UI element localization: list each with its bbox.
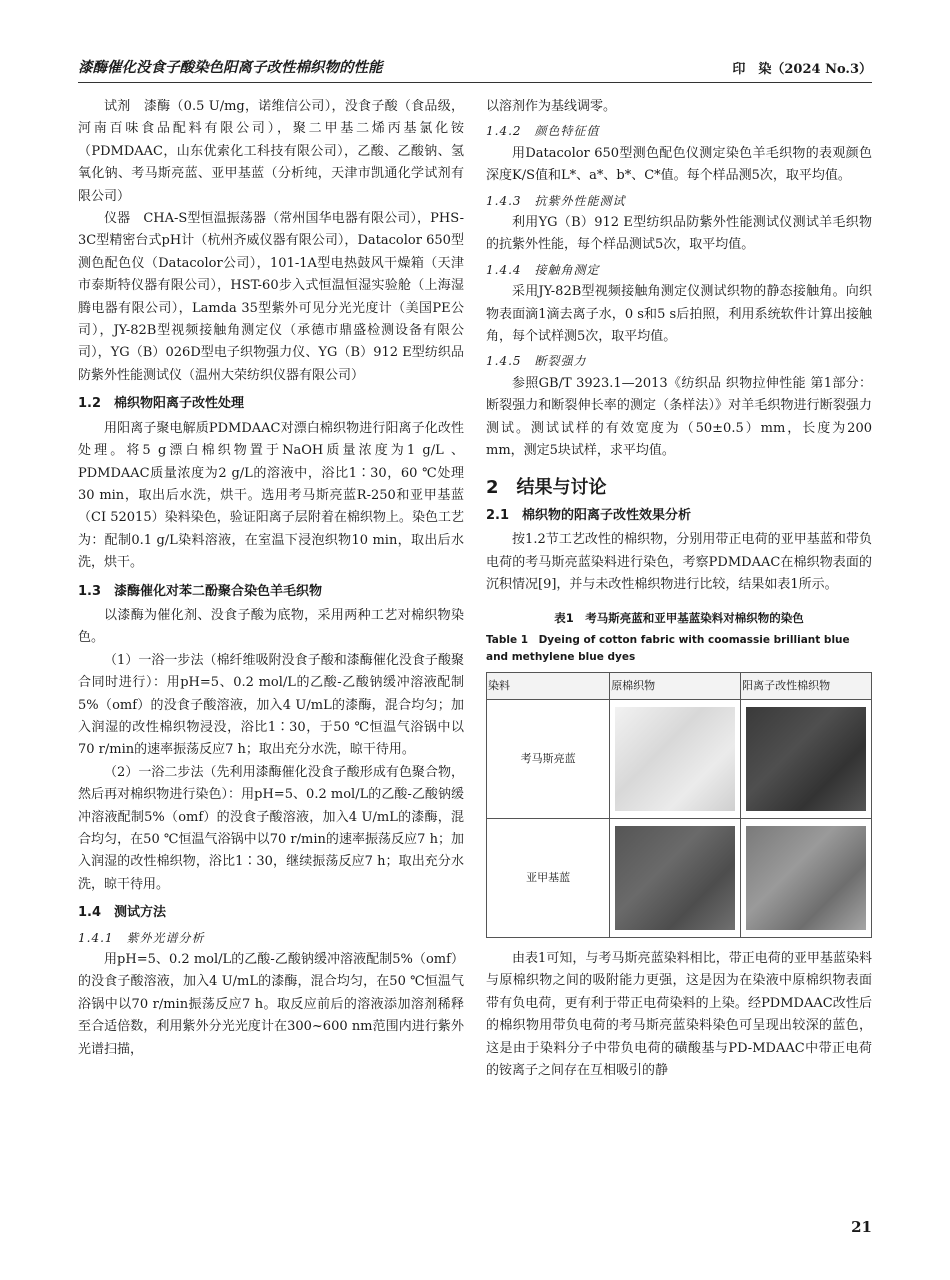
section-heading-2: 2 结果与讨论 bbox=[486, 476, 607, 498]
raw-cotton-methylene-image bbox=[615, 826, 735, 930]
subsection-heading-1-4-2: 1.4.2 颜色特征值 bbox=[486, 124, 600, 139]
running-title: 漆酶催化没食子酸染色阳离子改性棉织物的性能 bbox=[78, 60, 383, 76]
section-heading-2-1: 2.1 棉织物的阳离子改性效果分析 bbox=[486, 507, 692, 523]
fabric-image-cell bbox=[610, 818, 741, 937]
table-caption-en: Table 1 Dyeing of cotton fabric with coomassie brilliant blue and methylene blue dyes bbox=[486, 633, 850, 663]
fabric-image-cell bbox=[741, 818, 872, 937]
table-caption-zh: 表1 考马斯亮蓝和亚甲基蓝染料对棉织物的染色 bbox=[554, 610, 804, 625]
subsection-heading-1-4-5: 1.4.5 断裂强力 bbox=[486, 354, 587, 369]
running-header bbox=[78, 56, 872, 83]
paragraph-1-4-1: 用pH=5、0.2 mol/L的乙酸-乙酸钠缓冲溶液配制5%（omf）的没食子酸溶液，加入4 U/mL的漆酶，混合均匀，在50 ℃恒温气浴锅中以70 r/min振荡反应7 h。取反应前后的溶液添加溶剂稀释至合适倍数，利用紫外分光光度计在300~600 nm范围内进行紫外光谱扫描， bbox=[78, 952, 464, 1057]
table-row-label: 考马斯亮蓝 bbox=[487, 699, 610, 818]
cationic-cotton-methylene-image bbox=[746, 826, 866, 930]
table-row bbox=[487, 818, 872, 937]
table-header-raw: 原棉织物 bbox=[610, 672, 741, 699]
raw-cotton-coomassie-image bbox=[615, 707, 735, 811]
paragraph-reagents: 试剂 漆酶（0.5 U/mg，诺维信公司），没食子酸（食品级，河南百味食品配料有限公司），聚二甲基二烯丙基氯化铵（PDMDAAC，山东优索化工科技有限公司），乙酸、乙酸钠、氢氧化钠、考马斯亮蓝、亚甲基蓝（分析纯，天津市凯通化学试剂有限公司） bbox=[78, 99, 464, 204]
paragraph-1-4-3: 利用YG（B）912 E型纺织品防紫外性能测试仪测试羊毛织物的抗紫外性能，每个样品测试5次，取平均值。 bbox=[486, 215, 872, 253]
paragraph-instruments: 仪器 CHA-S型恒温振荡器（常州国华电器有限公司），PHS-3C型精密台式pH计（杭州齐威仪器有限公司），Datacolor 650型测色配色仪（Datacolor公司），101-1A型电热鼓风干燥箱（天津市泰斯特仪器有限公司），HST-60步入式恒温恒湿实验舱（上海湿腾电器有限公司），Lamda 35型紫外可见分光光度计（美国PE公司），JY-82B型视频接触角测定仪（承德市鼎盛检测设备有限公司），YG（B）026D型电子织物强力仪、YG（B）912 E型纺织品防紫外性能测试仪（温州大荣纺织仪器有限公司） bbox=[78, 211, 464, 383]
paragraph-1-4-5: 参照GB/T 3923.1—2013《纺织品 织物拉伸性能 第1部分：断裂强力和断裂伸长率的测定（条样法）》对羊毛织物进行断裂强力测试。测试试样的有效宽度为（50±0.5）mm，长度为200 mm，测定5块试样，求平均值。 bbox=[486, 375, 872, 459]
paragraph-after-table: 由表1可知，与考马斯亮蓝染料相比，带正电荷的亚甲基蓝染料与原棉织物之间的吸附能力更强，这是因为在染液中原棉织物表面带有负电荷，更有利于带正电荷染料的上染。经PDMDAAC改性后的棉织物用带负电荷的考马斯亮蓝染料染色可呈现出较深的蓝色，这是由于染料分子中带负电荷的磺酸基与PD-MDAAC中带正电荷的铵离子之间存在互相吸引的静 bbox=[486, 950, 872, 1078]
paragraph-1-3b: （1）一浴一步法（棉纤维吸附没食子酸和漆酶催化没食子酸聚合同时进行）：用pH=5、0.2 mol/L的乙酸-乙酸钠缓冲溶液配制5%（omf）的没食子酸溶液，加入4 U/mL的漆酶，混合均匀；加入润湿的改性棉织物浸没，浴比1∶30，于50 ℃恒温气浴锅中以70 r/min的速率振荡反应7 h；取出充分水洗，晾干待用。 bbox=[78, 652, 464, 758]
section-heading-1-2: 1.2 棉织物阳离子改性处理 bbox=[78, 396, 245, 412]
paragraph-continued: 以溶剂作为基线调零。 bbox=[486, 99, 617, 114]
fabric-image-cell bbox=[610, 699, 741, 818]
table-header-cationic: 阳离子改性棉织物 bbox=[741, 672, 872, 699]
subsection-heading-1-4-1: 1.4.1 紫外光谱分析 bbox=[78, 930, 205, 945]
subsection-heading-1-4-3: 1.4.3 抗紫外性能测试 bbox=[486, 193, 626, 208]
paragraph-2-1: 按1.2节工艺改性的棉织物，分别用带正电荷的亚甲基蓝和带负电荷的考马斯亮蓝染料进行染色，考察PDMDAAC在棉织物表面的沉积情况[9]，并与未改性棉织物进行比较，结果如表1所示。 bbox=[486, 532, 872, 593]
table-row-label: 亚甲基蓝 bbox=[487, 818, 610, 937]
journal-issue: 印 染（2024 No.3） bbox=[732, 62, 872, 77]
paragraph-1-3c: （2）一浴二步法（先利用漆酶催化没食子酸形成有色聚合物，然后再对棉织物进行染色）：用pH=5、0.2 mol/L的乙酸-乙酸钠缓冲溶液配制5%（omf）的没食子酸溶液，加入4 U/mL的漆酶，混合均匀，在50 ℃恒温气浴锅中以70 r/min的速率振荡反应7 h；加入润湿的改性棉织物，浴比1∶30，继续振荡反应7 h；取出充分水洗，晾干待用。 bbox=[78, 764, 464, 892]
left-column bbox=[78, 96, 464, 1061]
cationic-cotton-coomassie-image bbox=[746, 707, 866, 811]
paragraph-1-4-2: 用Datacolor 650型测色配色仪测定染色羊毛织物的表观颜色深度K/S值和L*、a*、b*、C*值。每个样品测5次，取平均值。 bbox=[486, 145, 872, 184]
paragraph-1-3a: 以漆酶为催化剂、没食子酸为底物，采用两种工艺对棉织物染色。 bbox=[78, 607, 464, 646]
fabric-image-cell bbox=[741, 699, 872, 818]
subsection-heading-1-4-4: 1.4.4 接触角测定 bbox=[486, 262, 600, 277]
page-number: 21 bbox=[851, 1218, 872, 1236]
paragraph-1-4-4: 采用JY-82B型视频接触角测定仪测试织物的静态接触角。向织物表面滴1滴去离子水，0 s和5 s后拍照，利用系统软件计算出接触角，每个试样测5次，取平均值。 bbox=[486, 284, 872, 345]
section-heading-1-3: 1.3 漆酶催化对苯二酚聚合染色羊毛织物 bbox=[78, 583, 323, 599]
table-header-dye: 染料 bbox=[487, 672, 610, 699]
table-row bbox=[487, 699, 872, 818]
right-column bbox=[486, 96, 872, 1082]
paragraph-1-2: 用阳离子聚电解质PDMDAAC对漂白棉织物进行阳离子化改性处理。将5 g漂白棉织物置于NaOH质量浓度为1 g/L 、PDMDAAC质量浓度为2 g/L的溶液中，浴比1∶30，60 ℃处理30 min，取出后水洗，烘干。选用考马斯亮蓝R-250和亚甲基蓝（CI 52015）染料染色，验证阳离子层附着在棉织物上。染色工艺为：配制0.1 g/L染料溶液，在室温下浸泡织物10 min，取出后水洗，烘干。 bbox=[78, 420, 464, 571]
section-heading-1-4: 1.4 测试方法 bbox=[78, 905, 167, 921]
dyeing-table bbox=[486, 672, 872, 938]
table-header-row bbox=[487, 672, 872, 699]
